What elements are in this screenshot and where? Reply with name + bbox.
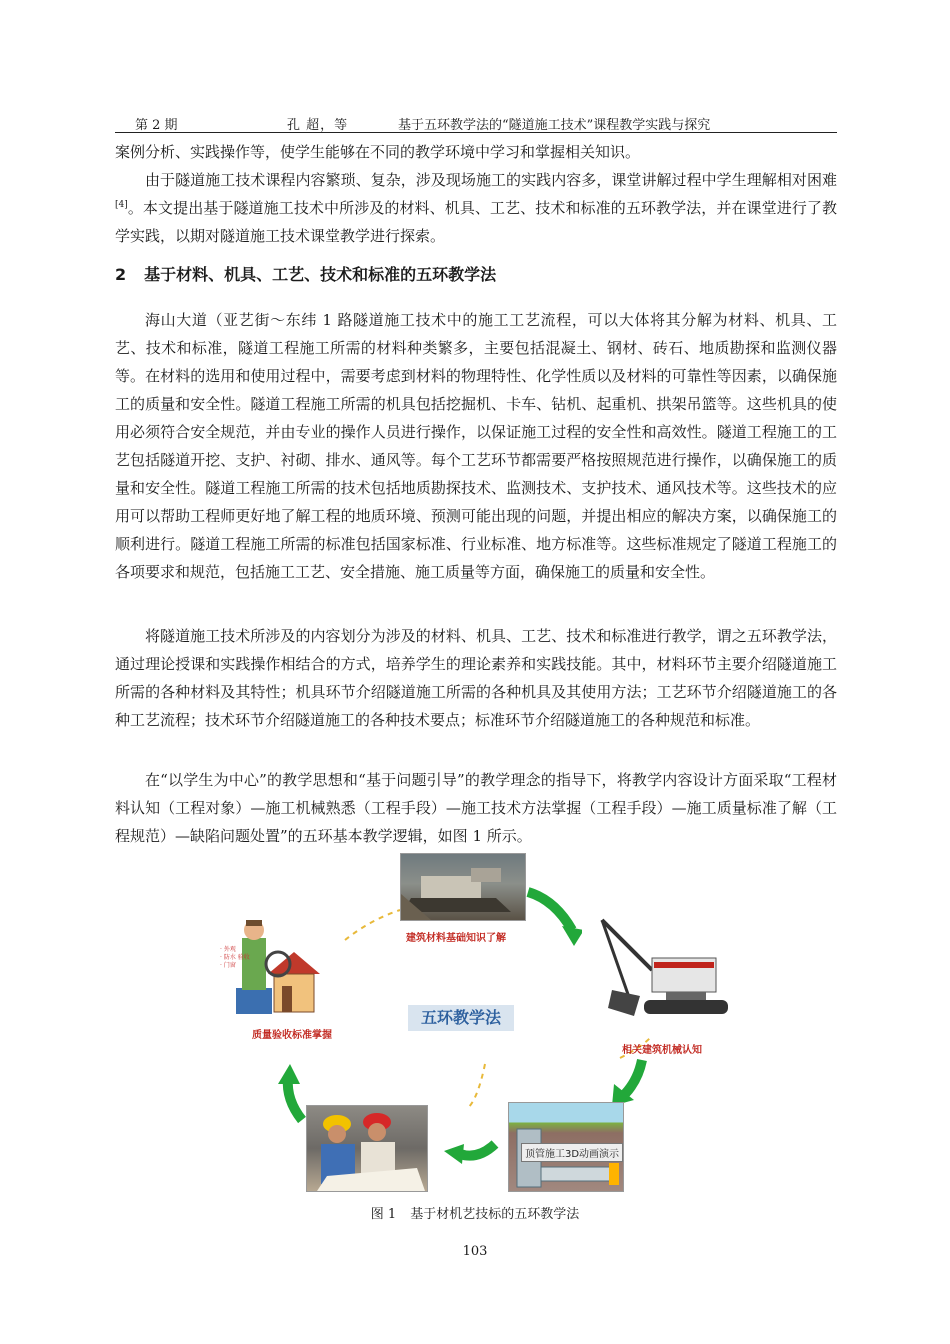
quality-label: 质量验收标准掌握 xyxy=(252,1030,332,1041)
excavator-icon xyxy=(582,900,732,1035)
materials-label: 建筑材料基础知识了解 xyxy=(406,933,506,944)
technology-photo xyxy=(508,1102,624,1192)
dashed-ring-segment xyxy=(468,1064,485,1108)
section-number: 2 xyxy=(115,265,127,284)
cycle-arrow-4 xyxy=(288,1078,302,1120)
cycle-arrow-2 xyxy=(625,1060,642,1094)
cycle-arrow-3 xyxy=(460,1144,495,1156)
header-authors: 孔 超，等 xyxy=(287,118,349,133)
section-paragraph-3: 在“以学生为中心”的教学思想和“基于问题引导”的教学理念的指导下，将教学内容设计方面采取“工程材料认知（工程对象）—施工机械熟悉（工程手段）—施工技术方法掌握（工程手段）—施工质量标准了解（工程规范）—缺陷问题处置”的五环基本教学逻辑，如图 1 所示。 xyxy=(115,771,837,845)
running-header xyxy=(115,112,837,133)
section-paragraph-2: 将隧道施工技术所涉及的内容划分为涉及的材料、机具、工艺、技术和标准进行教学，谓之五环教学法，通过理论授课和实践操作相结合的方式，培养学生的理论素养和实践技能。其中，材料环节主要介绍隧道施工所需的各种材料及其特性；机具环节介绍隧道施工所需的各种机具及其使用方法；工艺环节介绍隧道施工的各种工艺流程；技术环节介绍隧道施工的各种技术要点；标准环节介绍隧道施工的各种规范和标准。 xyxy=(115,627,837,729)
note-line: · 防水 验收 xyxy=(220,954,250,961)
intro-paragraph-2 xyxy=(115,166,837,250)
section-title: 基于材料、机具、工艺、技术和标准的五环教学法 xyxy=(144,265,497,284)
cycle-arrow-1 xyxy=(528,892,572,930)
inspection-notes xyxy=(220,946,250,970)
crusher-machine-icon xyxy=(401,854,525,920)
citation-ref[interactable]: [4] xyxy=(115,200,128,210)
center-title: 五环教学法 xyxy=(408,1005,514,1031)
section-heading xyxy=(115,262,496,285)
tech-photo-label: 顶管施工3D动画演示 xyxy=(521,1143,623,1162)
figure-caption xyxy=(0,1203,950,1222)
caption-text: 基于材机艺技标的五环教学法 xyxy=(410,1207,580,1222)
five-ring-figure xyxy=(210,848,740,1193)
section-paragraph-1: 海山大道（亚艺街～东纬 1 路隧道施工技术中的施工工艺流程，可以大体将其分解为材料、机具、工艺、技术和标准，隧道工程施工所需的材料种类繁多，主要包括混凝土、钢材、砖石、地质勘探和监测仪器等。在材料的选用和使用过程中，需要考虑到材料的物理特性、化学性质以及材料的可靠性等因素，以确保施工的质量和安全性。隧道工程施工所需的机具包括挖掘机、卡车、钻机、起重机、拱架吊篮等。这些机具的使用必须符合安全规范，并由专业的操作人员进行操作，以保证施工过程的安全性和高效性。隧道工程施工的工艺包括隧道开挖、支护、衬砌、排水、通风等。每个工艺环节都需要严格按照规范进行操作，以确保施工的质量和安全性。隧道工程施工所需的技术包括地质勘探技术、监测技术、支护技术、通风技术等。这些技术的应用可以帮助工程师更好地了解工程的地质环境、预测可能出现的问题，并提出相应的解决方案，以确保施工的顺利进行。隧道工程施工所需的标准包括国家标准、行业标准、地方标准等。这些标准规定了隧道工程施工的各项要求和规范，包括施工工艺、安全措施、施工质量等方面，确保施工的质量和安全性。 xyxy=(115,311,837,581)
note-line: · 门窗 xyxy=(220,962,236,969)
quality-photo xyxy=(306,1105,428,1192)
intro-para2-text-end: 。本文提出基于隧道施工技术中所涉及的材料、机具、工艺、技术和标准的五环教学法，并在课堂进行了教学实践，以期对隧道施工技术课堂教学进行探索。 xyxy=(115,199,837,245)
machinery-label: 相关建筑机械认知 xyxy=(622,1045,702,1056)
intro-paragraph-1: 案例分析、实践操作等，使学生能够在不同的教学环境中学习和掌握相关知识。 xyxy=(115,143,641,161)
note-line: · 外观 xyxy=(220,946,236,953)
arrow-head-icon xyxy=(444,1144,464,1164)
issue-number: 第 2 期 xyxy=(135,118,178,133)
page-number: 103 xyxy=(462,1244,488,1259)
intro-para2-text: 由于隧道施工技术课程内容繁琐、复杂，涉及现场施工的实践内容多，课堂讲解过程中学生理解相对困难 xyxy=(145,171,837,189)
caption-number: 图 1 xyxy=(370,1207,397,1222)
arrow-head-icon xyxy=(562,926,584,946)
materials-photo xyxy=(400,853,526,921)
dashed-ring-segment xyxy=(345,910,400,940)
arrow-head-icon xyxy=(278,1064,300,1084)
header-title: 基于五环教学法的“隧道施工技术”课程教学实践与探究 xyxy=(398,118,711,133)
engineers-icon xyxy=(307,1106,427,1191)
machinery-photo xyxy=(582,900,732,1035)
